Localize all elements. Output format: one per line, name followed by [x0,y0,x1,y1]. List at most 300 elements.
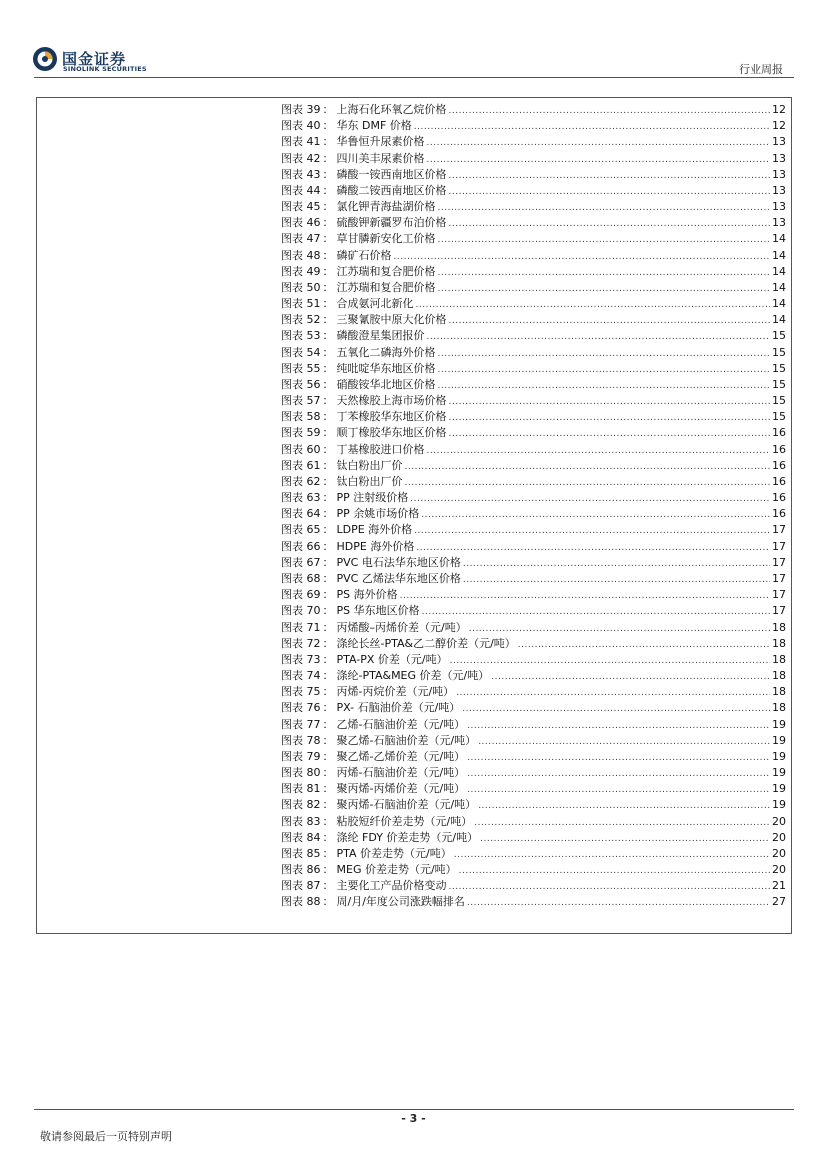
toc-entry-label: 图表 75 [281,685,321,699]
toc-entry-title: LDPE 海外价格 [336,523,413,537]
toc-entry-label: 图表 39 [281,103,321,116]
toc-entry-leader-dots [427,152,771,167]
logo-mark-icon [32,46,58,72]
toc-entry-label: 图表 88 [281,895,321,909]
toc-entry-leader-dots [449,879,771,894]
toc-entry-page: 13 [772,216,786,230]
toc-entry-page: 16 [772,474,786,488]
toc-entry-leader-dots [518,637,770,652]
toc-entry-label: 图表 85 [281,846,321,860]
toc-entry-leader-dots [463,572,770,587]
toc-entry-title: 磷酸澄星集团报价 [336,329,425,343]
logo-chinese-name: 国金证券 [62,50,127,68]
toc-entry[interactable] [281,102,786,118]
toc-entry-separator: ： [322,297,334,311]
toc-entry-page: 12 [772,103,786,116]
toc-entry[interactable] [281,797,786,813]
table-of-figures [36,97,792,934]
toc-entry-page: 14 [772,313,786,327]
toc-entry-separator: ： [322,863,334,877]
toc-entry[interactable] [281,393,786,409]
toc-entry-leader-dots [449,313,771,328]
toc-entry-title: 氯化钾青海盐湖价格 [336,200,436,214]
toc-entry-leader-dots [449,394,771,409]
toc-entry-separator: ： [322,345,334,359]
toc-entry[interactable] [281,361,786,377]
toc-entry-label: 图表 46 [281,216,321,230]
toc-entry-leader-dots [400,588,770,603]
toc-list [281,102,786,911]
toc-entry-title: 华鲁恒升尿素价格 [336,135,425,149]
toc-entry-label: 图表 43 [281,167,321,181]
toc-entry-separator: ： [322,377,334,391]
toc-entry-separator: ： [322,491,334,505]
toc-entry[interactable] [281,118,786,134]
toc-entry-leader-dots [449,168,771,183]
toc-entry-title: PS 海外价格 [336,588,398,602]
toc-entry-page: 15 [772,377,786,391]
toc-entry-title: 三聚氰胺中原大化价格 [336,313,447,327]
toc-entry-page: 17 [772,555,786,569]
toc-entry-title: 草甘膦新安化工价格 [336,232,436,246]
toc-entry-leader-dots [456,685,770,700]
toc-entry-title: PVC 乙烯法华东地区价格 [336,571,461,585]
toc-entry-separator: ： [322,507,334,521]
toc-entry-title: 丁基橡胶进口价格 [336,442,425,456]
toc-entry-title: 粘胶短纤价差走势（元/吨） [336,814,473,828]
toc-entry-page: 19 [772,749,786,763]
toc-entry-page: 15 [772,394,786,408]
toc-entry-title: 硫酸钾新疆罗布泊价格 [336,216,447,230]
toc-entry-page: 19 [772,782,786,796]
toc-entry-title: HDPE 海外价格 [336,539,415,553]
toc-entry-leader-dots [478,734,770,749]
toc-entry-leader-dots [421,507,770,522]
toc-entry-leader-dots [469,621,770,636]
toc-entry-label: 图表 69 [281,588,321,602]
toc-entry-label: 图表 44 [281,183,321,197]
toc-entry-label: 图表 79 [281,749,321,763]
toc-entry-page: 14 [772,232,786,246]
toc-entry-label: 图表 47 [281,232,321,246]
toc-entry-title: PP 余姚市场价格 [336,507,420,521]
toc-entry-page: 19 [772,733,786,747]
toc-entry-leader-dots [416,297,771,312]
toc-entry-page: 16 [772,507,786,521]
toc-entry[interactable] [281,555,786,571]
toc-entry-leader-dots [422,604,770,619]
toc-entry-separator: ： [322,685,334,699]
toc-entry-title: 钛白粉出厂价 [336,474,403,488]
toc-entry-page: 18 [772,685,786,699]
toc-entry-title: 丁苯橡胶华东地区价格 [336,410,447,424]
toc-entry-title: 四川美丰尿素价格 [336,151,425,165]
toc-entry-leader-dots [427,135,771,150]
toc-entry-label: 图表 45 [281,200,321,214]
toc-entry-page: 15 [772,345,786,359]
toc-entry-page: 13 [772,151,786,165]
toc-entry-page: 14 [772,297,786,311]
toc-entry-leader-dots [394,249,771,264]
toc-entry-label: 图表 50 [281,280,321,294]
toc-entry-label: 图表 64 [281,507,321,521]
toc-entry[interactable] [281,231,786,247]
toc-entry[interactable] [281,717,786,733]
toc-entry-separator: ： [322,636,334,650]
toc-entry[interactable] [281,620,786,636]
toc-entry-separator: ： [322,523,334,537]
toc-entry-separator: ： [322,879,334,893]
toc-entry-leader-dots [467,718,770,733]
toc-entry[interactable] [281,668,786,684]
toc-entry-label: 图表 63 [281,491,321,505]
toc-entry-label: 图表 54 [281,345,321,359]
toc-entry-page: 16 [772,458,786,472]
toc-entry-title: 聚丙烯-石脑油价差（元/吨） [336,798,477,812]
toc-entry-separator: ： [322,814,334,828]
toc-entry-label: 图表 78 [281,733,321,747]
toc-entry-label: 图表 67 [281,555,321,569]
toc-entry-page: 18 [772,652,786,666]
toc-entry-leader-dots [474,815,770,830]
toc-entry-title: 磷酸一铵西南地区价格 [336,167,447,181]
toc-entry-leader-dots [449,216,771,231]
toc-entry[interactable] [281,749,786,765]
toc-entry-title: 聚乙烯-乙烯价差（元/吨） [336,749,466,763]
toc-entry-separator: ： [322,571,334,585]
toc-entry[interactable] [281,215,786,231]
toc-entry-label: 图表 74 [281,669,321,683]
toc-entry-leader-dots [459,863,770,878]
toc-entry-page: 15 [772,361,786,375]
toc-entry-separator: ： [322,200,334,214]
toc-entry[interactable] [281,733,786,749]
toc-entry-title: PTA-PX 价差（元/吨） [336,652,448,666]
toc-entry-label: 图表 87 [281,879,321,893]
toc-entry-separator: ： [322,216,334,230]
toc-entry-page: 15 [772,329,786,343]
toc-entry-title: 磷矿石价格 [336,248,392,262]
toc-entry-leader-dots [480,831,770,846]
toc-entry-label: 图表 66 [281,539,321,553]
toc-entry-label: 图表 76 [281,701,321,715]
toc-entry-title: 合成氨河北新化 [336,297,414,311]
toc-entry-leader-dots [491,669,770,684]
toc-entry-title: 硝酸铵华北地区价格 [336,377,436,391]
toc-entry-separator: ： [322,620,334,634]
toc-entry-title: 天然橡胶上海市场价格 [336,394,447,408]
toc-entry[interactable] [281,781,786,797]
toc-entry-title: 丙烯酸–丙烯价差（元/吨） [336,620,467,634]
toc-entry-separator: ： [322,135,334,149]
toc-entry-separator: ： [322,766,334,780]
toc-entry-label: 图表 52 [281,313,321,327]
toc-entry-page: 19 [772,798,786,812]
toc-entry-label: 图表 60 [281,442,321,456]
toc-entry-title: 丙烯-丙烷价差（元/吨） [336,685,455,699]
toc-entry-title: 磷酸二铵西南地区价格 [336,183,447,197]
toc-entry-leader-dots [405,459,771,474]
toc-entry-leader-dots [438,281,771,296]
toc-entry[interactable] [281,765,786,781]
toc-entry[interactable] [281,814,786,830]
toc-entry[interactable] [281,522,786,538]
toc-entry-leader-dots [467,750,770,765]
toc-entry-page: 19 [772,717,786,731]
toc-entry-separator: ： [322,313,334,327]
toc-entry-separator: ： [322,151,334,165]
toc-entry-title: 丙烯-石脑油价差（元/吨） [336,766,466,780]
toc-entry-leader-dots [462,701,770,716]
toc-entry-label: 图表 51 [281,297,321,311]
toc-entry[interactable] [281,603,786,619]
toc-entry-leader-dots [405,475,771,490]
toc-entry-leader-dots [427,443,771,458]
toc-entry-title: 涤纶 FDY 价差走势（元/吨） [336,830,479,844]
toc-entry-separator: ： [322,539,334,553]
toc-entry-leader-dots [449,103,771,118]
toc-entry-title: 五氧化二磷海外价格 [336,345,436,359]
toc-entry-separator: ： [322,555,334,569]
report-type: 行业周报 [739,63,783,76]
toc-entry-page: 20 [772,814,786,828]
toc-entry[interactable] [281,636,786,652]
toc-entry-page: 17 [772,571,786,585]
toc-entry[interactable] [281,571,786,587]
toc-entry-label: 图表 62 [281,474,321,488]
page-header [0,0,827,80]
toc-entry-leader-dots [414,523,770,538]
toc-entry-page: 19 [772,766,786,780]
toc-entry-title: PS 华东地区价格 [336,604,420,618]
toc-entry-label: 图表 70 [281,604,321,618]
toc-entry[interactable] [281,490,786,506]
toc-entry-leader-dots [463,556,770,571]
toc-entry-page: 14 [772,280,786,294]
toc-entry[interactable] [281,248,786,264]
toc-entry-label: 图表 80 [281,766,321,780]
toc-entry[interactable] [281,425,786,441]
toc-entry-leader-dots [449,184,771,199]
toc-entry-label: 图表 83 [281,814,321,828]
toc-entry-page: 13 [772,200,786,214]
toc-entry[interactable] [281,846,786,862]
toc-entry[interactable] [281,296,786,312]
toc-entry[interactable] [281,474,786,490]
toc-entry-label: 图表 53 [281,329,321,343]
toc-entry-separator: ： [322,669,334,683]
toc-entry-leader-dots [438,362,771,377]
toc-entry[interactable] [281,409,786,425]
toc-entry[interactable] [281,151,786,167]
toc-entry[interactable] [281,183,786,199]
toc-entry-label: 图表 82 [281,798,321,812]
toc-entry-label: 图表 84 [281,830,321,844]
toc-entry[interactable] [281,328,786,344]
toc-entry-separator: ： [322,280,334,294]
toc-entry[interactable] [281,345,786,361]
toc-entry-title: MEG 价差走势（元/吨） [336,863,457,877]
toc-entry-page: 18 [772,636,786,650]
toc-entry-page: 18 [772,620,786,634]
toc-entry-title: 纯吡啶华东地区价格 [336,361,436,375]
toc-entry[interactable] [281,458,786,474]
toc-entry-page: 18 [772,669,786,683]
toc-entry[interactable] [281,442,786,458]
toc-entry-leader-dots [467,766,770,781]
toc-entry-separator: ： [322,361,334,375]
toc-entry-page: 13 [772,183,786,197]
toc-entry-label: 图表 41 [281,135,321,149]
toc-entry[interactable] [281,684,786,700]
toc-entry-separator: ： [322,167,334,181]
toc-entry[interactable] [281,830,786,846]
toc-entry-leader-dots [467,895,770,910]
toc-entry-title: 上海石化环氧乙烷价格 [336,103,447,116]
toc-entry-separator: ： [322,410,334,424]
toc-entry-title: 江苏瑞和复合肥价格 [336,280,436,294]
toc-entry-leader-dots [467,782,770,797]
toc-entry-page: 17 [772,604,786,618]
page-number: - 3 - [401,1112,426,1125]
toc-entry-separator: ： [322,183,334,197]
toc-entry[interactable] [281,652,786,668]
toc-entry-page: 21 [772,879,786,893]
toc-entry-title: 周/月/年度公司涨跌幅排名 [336,895,465,909]
toc-entry-separator: ： [322,232,334,246]
toc-entry-page: 13 [772,167,786,181]
toc-entry-separator: ： [322,588,334,602]
toc-entry-separator: ： [322,474,334,488]
toc-entry-title: PX- 石脑油价差（元/吨） [336,701,461,715]
toc-entry-page: 20 [772,863,786,877]
toc-entry-label: 图表 48 [281,248,321,262]
toc-entry-separator: ： [322,830,334,844]
toc-entry-title: 聚丙烯-丙烯价差（元/吨） [336,782,466,796]
toc-entry-title: 江苏瑞和复合肥价格 [336,264,436,278]
toc-entry-label: 图表 86 [281,863,321,877]
toc-entry[interactable] [281,862,786,878]
toc-entry-label: 图表 59 [281,426,321,440]
toc-entry-separator: ： [322,782,334,796]
toc-entry-label: 图表 56 [281,377,321,391]
toc-entry-label: 图表 73 [281,652,321,666]
toc-entry-page: 14 [772,264,786,278]
toc-entry-label: 图表 68 [281,571,321,585]
toc-entry-leader-dots [449,410,771,425]
toc-entry-leader-dots [450,653,770,668]
toc-entry-separator: ： [322,103,334,116]
toc-entry-page: 20 [772,830,786,844]
toc-entry[interactable] [281,506,786,522]
toc-entry[interactable] [281,539,786,555]
toc-entry-label: 图表 42 [281,151,321,165]
toc-entry-title: PTA 价差走势（元/吨） [336,846,452,860]
toc-entry-title: 乙烯-石脑油价差（元/吨） [336,717,466,731]
toc-entry-separator: ： [322,749,334,763]
toc-entry[interactable] [281,377,786,393]
toc-entry-page: 17 [772,539,786,553]
toc-entry-leader-dots [454,847,770,862]
toc-entry-separator: ： [322,733,334,747]
toc-entry-title: PVC 电石法华东地区价格 [336,555,461,569]
toc-entry-separator: ： [322,248,334,262]
toc-entry-label: 图表 72 [281,636,321,650]
toc-entry-page: 15 [772,410,786,424]
toc-entry-leader-dots [478,798,770,813]
toc-entry-title: 顺丁橡胶华东地区价格 [336,426,447,440]
toc-entry-label: 图表 65 [281,523,321,537]
toc-entry-title: 涤纶长丝-PTA&乙二醇价差（元/吨） [336,636,516,650]
toc-entry-separator: ： [322,701,334,715]
toc-entry-page: 27 [772,895,786,909]
toc-entry-title: 涤纶-PTA&MEG 价差（元/吨） [336,669,490,683]
toc-entry-separator: ： [322,264,334,278]
toc-entry-separator: ： [322,895,334,909]
toc-entry-title: PP 注射级价格 [336,491,409,505]
toc-entry-leader-dots [438,232,771,247]
toc-entry-page: 13 [772,135,786,149]
toc-entry-leader-dots [449,426,771,441]
toc-entry-page: 12 [772,119,786,133]
toc-entry[interactable] [281,134,786,150]
toc-entry-leader-dots [410,491,770,506]
disclaimer-note: 敬请参阅最后一页特别声明 [40,1130,172,1143]
toc-entry-page: 20 [772,846,786,860]
toc-entry-page: 18 [772,701,786,715]
toc-entry-label: 图表 55 [281,361,321,375]
toc-entry-separator: ： [322,652,334,666]
toc-entry-page: 17 [772,588,786,602]
toc-entry[interactable] [281,894,786,910]
toc-entry-title: 钛白粉出厂价 [336,458,403,472]
toc-entry-page: 16 [772,426,786,440]
header-divider [34,77,794,78]
toc-entry[interactable] [281,878,786,894]
toc-entry-leader-dots [427,329,771,344]
toc-entry-separator: ： [322,717,334,731]
toc-entry-separator: ： [322,394,334,408]
toc-entry[interactable] [281,280,786,296]
footer-divider [34,1109,794,1110]
toc-entry-label: 图表 40 [281,119,321,133]
toc-entry[interactable] [281,199,786,215]
toc-entry[interactable] [281,264,786,280]
toc-entry-leader-dots [438,378,771,393]
toc-entry-separator: ： [322,442,334,456]
toc-entry-separator: ： [322,458,334,472]
toc-entry[interactable] [281,700,786,716]
toc-entry-label: 图表 57 [281,394,321,408]
toc-entry-separator: ： [322,119,334,133]
toc-entry-leader-dots [414,119,770,134]
toc-entry-label: 图表 49 [281,264,321,278]
toc-entry-separator: ： [322,329,334,343]
company-logo [32,46,162,76]
toc-entry-page: 16 [772,491,786,505]
toc-entry-label: 图表 58 [281,410,321,424]
toc-entry-separator: ： [322,604,334,618]
toc-entry-separator: ： [322,798,334,812]
toc-entry[interactable] [281,167,786,183]
toc-entry-leader-dots [438,200,771,215]
toc-entry-title: 华东 DMF 价格 [336,119,412,133]
toc-entry[interactable] [281,587,786,603]
logo-english-name: SINOLINK SECURITIES [63,65,147,73]
toc-entry-title: 聚乙烯-石脑油价差（元/吨） [336,733,477,747]
toc-entry[interactable] [281,312,786,328]
toc-entry-title: 主要化工产品价格变动 [336,879,447,893]
